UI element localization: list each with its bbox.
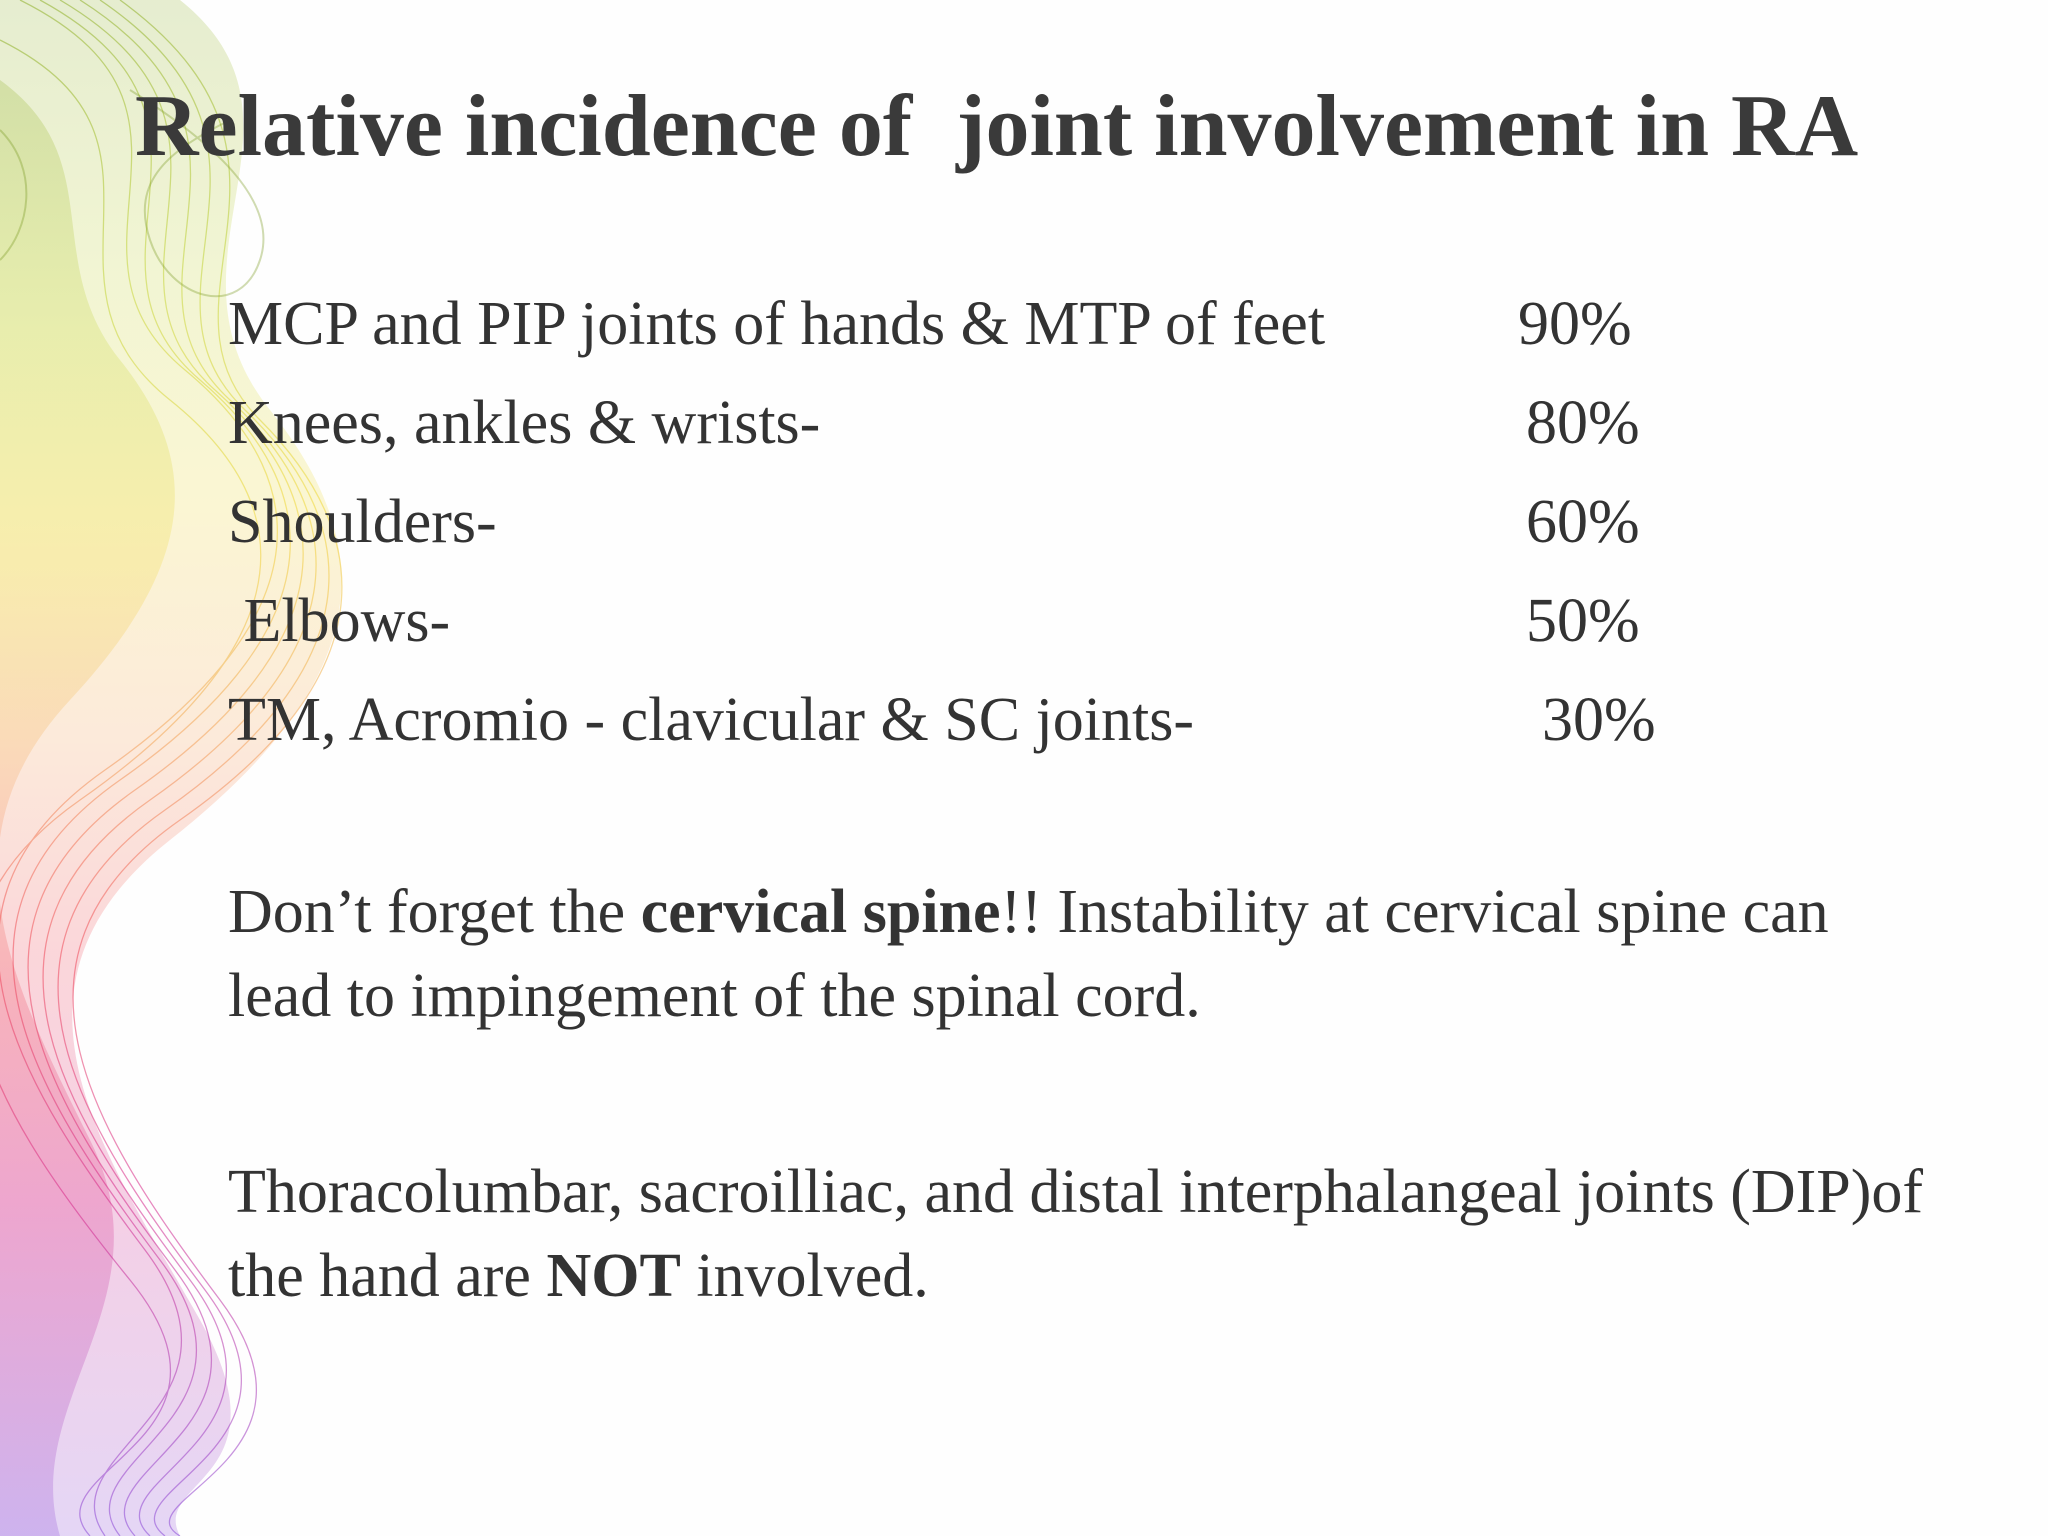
joint-percentage: 90% [1518, 290, 1632, 358]
joint-percentage: 50% [1526, 587, 1640, 655]
joint-row [228, 671, 1728, 770]
joint-label: Knees, ankles & wrists- [228, 389, 821, 457]
joint-percentage: 60% [1526, 488, 1640, 556]
note-emphasis: cervical spine [640, 878, 1001, 946]
joint-label: TM, Acromio - clavicular & SC joints- [228, 686, 1195, 754]
joint-row [228, 572, 1728, 671]
joint-row [228, 473, 1728, 572]
joint-incidence-list [228, 275, 1728, 770]
joint-label: Elbows- [228, 587, 451, 655]
not-involved-note [228, 1150, 1928, 1318]
note-text: Thoracolumbar, sacroilliac, and distal interphalangeal joints (DIP)of the hand are [228, 1158, 1924, 1310]
slide-title: Relative incidence of joint involvement in RA [135, 78, 1859, 175]
joint-percentage: 30% [1542, 686, 1656, 754]
note-emphasis: NOT [546, 1242, 681, 1310]
joint-row [228, 275, 1728, 374]
joint-percentage: 80% [1526, 389, 1640, 457]
cervical-spine-note [228, 870, 1928, 1038]
note-text: involved. [680, 1242, 929, 1310]
note-text: !! Instability at cervical spine can lead to impingement of the spinal cord. [228, 878, 1829, 1030]
note-text: Don’t forget the [228, 878, 641, 946]
joint-row [228, 374, 1728, 473]
joint-label: MCP and PIP joints of hands & MTP of feet [228, 290, 1326, 358]
joint-label: Shoulders- [228, 488, 497, 556]
